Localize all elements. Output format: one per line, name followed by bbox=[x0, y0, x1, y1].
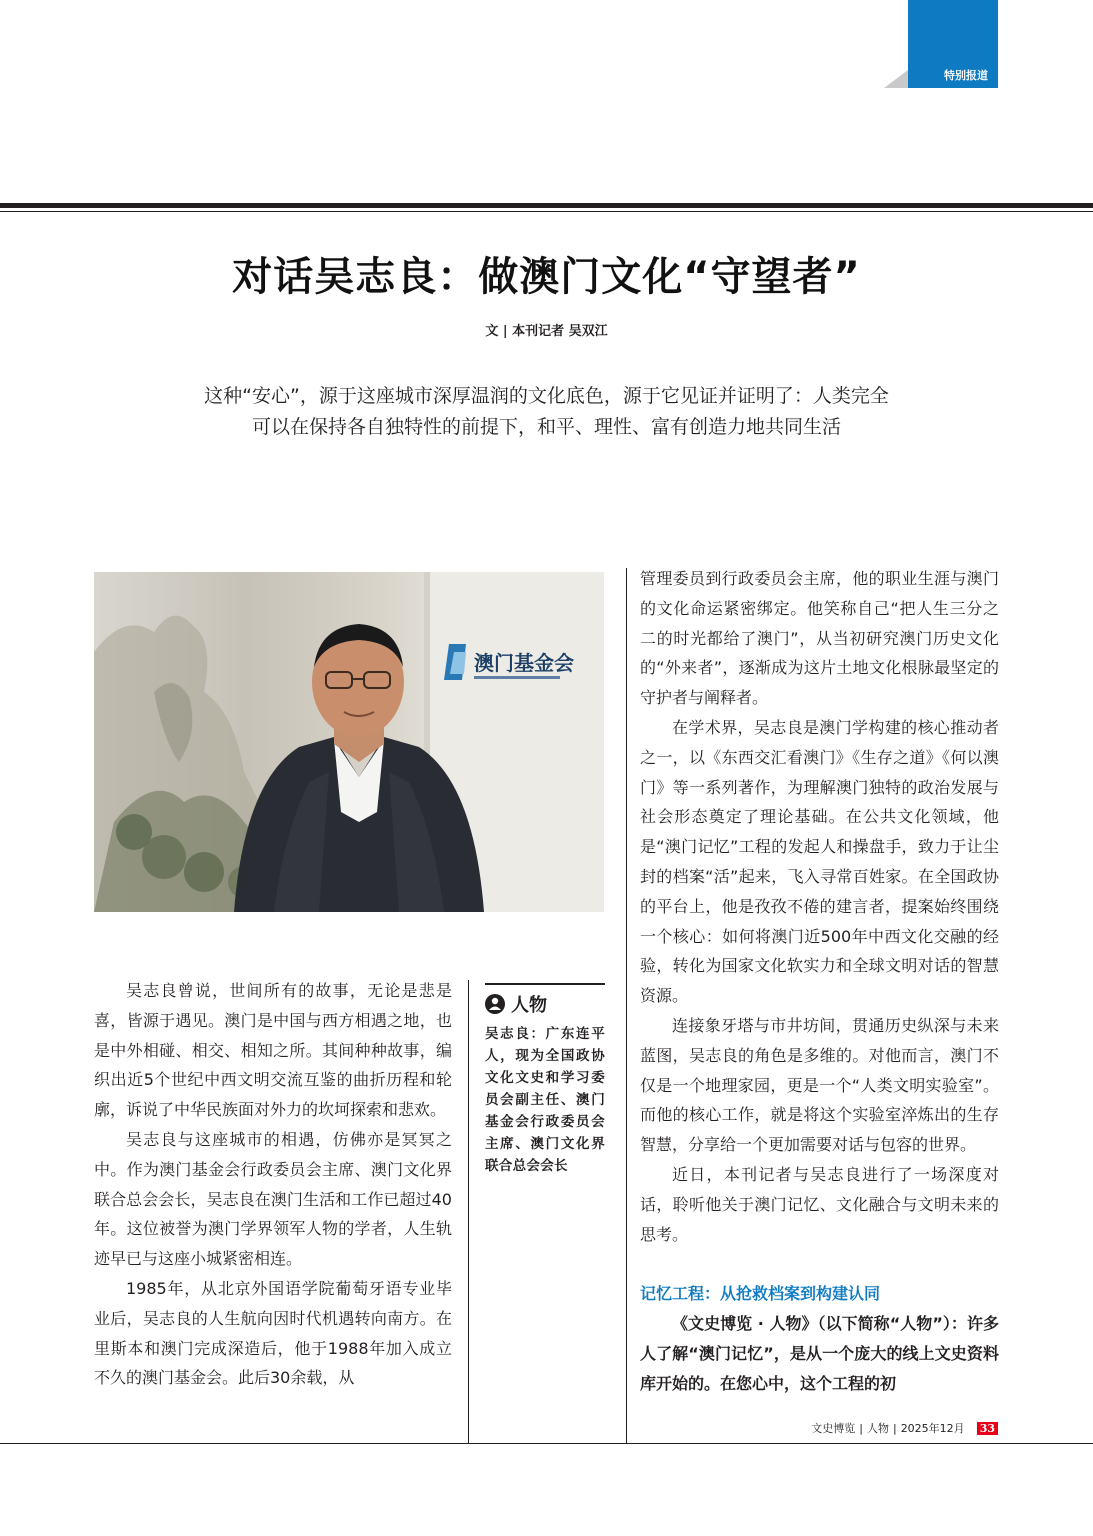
body-paragraph: 管理委员到行政委员会主席，他的职业生涯与澳门的文化命运紧密绑定。他笑称自己“把人生三分之二的时光都给了澳门”，从当初研究澳门历史文化的“外来者”，逐渐成为这片土地文化根脉最坚定的守护者与阐释者。 bbox=[640, 569, 999, 708]
lead-line: 可以在保持各自独特性的前提下，和平、理性、富有创造力地共同生活 bbox=[251, 416, 841, 438]
footer-magazine: 文史博览 bbox=[811, 1422, 856, 1435]
sidebar-bio: 吴志良：广东连平人，现为全国政协文化文史和学习委员会副主任、澳门基金会行政委员会主席、澳门文化界联合总会会长 bbox=[485, 1026, 605, 1174]
profile-sidebar bbox=[485, 983, 605, 1177]
section-subheading: 记忆工程：从抢救档案到构建认同 bbox=[640, 1284, 881, 1304]
lead-line: 这种“安心”，源于这座城市深厚温润的文化底色，源于它见证并证明了：人类完全 bbox=[204, 385, 889, 407]
column-divider bbox=[626, 568, 627, 1444]
column-divider bbox=[468, 980, 469, 1444]
person-icon bbox=[485, 994, 505, 1014]
body-paragraph: 近日，本刊记者与吴志良进行了一场深度对话，聆听他关于澳门记忆、文化融合与文明未来的思考。 bbox=[640, 1164, 999, 1244]
page-footer bbox=[811, 1420, 998, 1436]
body-paragraph: 在学术界，吴志良是澳门学构建的核心推动者之一，以《东西交汇看澳门》《生存之道》《何以澳门》等一系列著作，为理解澳门独特的政治发展与社会形态奠定了理论基础。在公共文化领域，他是“澳门记忆”工程的发起人和操盘手，致力于让尘封的档案“活”起来，飞入寻常百姓家。在全国政协的平台上，他是孜孜不倦的建言者，提案始终围绕一个核心：如何将澳门近500年中西文化交融的经验，转化为国家文化软实力和全球文明对话的智慧资源。 bbox=[640, 717, 999, 1006]
footer-rule bbox=[0, 1443, 1093, 1444]
sidebar-rule bbox=[485, 983, 605, 985]
footer-date: 2025年12月 bbox=[900, 1422, 965, 1435]
section-tab bbox=[908, 0, 998, 88]
lead-paragraph bbox=[120, 381, 973, 443]
body-paragraph: 1985年，从北京外国语学院葡萄牙语专业毕业后，吴志良的人生航向因时代机遇转向南方。在里斯本和澳门完成深造后，他于1988年加入成立不久的澳门基金会。此后30余载，从 bbox=[94, 1278, 452, 1388]
interview-question: 《文史博览 · 人物》（以下简称“人物”）：许多人了解“澳门记忆”，是从一个庞大的线上文史资料库开始的。在您心中，这个工程的初 bbox=[640, 1314, 999, 1393]
body-column-right bbox=[640, 564, 999, 1399]
section-tab-label: 特别报道 bbox=[944, 69, 988, 82]
header-rule-thick bbox=[0, 203, 1093, 208]
footer-section: 人物 bbox=[866, 1422, 889, 1435]
header-rule-thin bbox=[0, 211, 1093, 212]
body-paragraph: 吴志良曾说，世间所有的故事，无论是悲是喜，皆源于遇见。澳门是中国与西方相遇之地，也是中外相碰、相交、相知之所。其间种种故事，编织出近5个世纪中西文明交流互鉴的曲折历程和轮廓，诉说了中华民族面对外力的坎坷探索和悲欢。 bbox=[94, 981, 452, 1120]
body-paragraph: 连接象牙塔与市井坊间，贯通历史纵深与未来蓝图，吴志良的角色是多维的。对他而言，澳门不仅是一个地理家园，更是一个“人类文明实验室”。而他的核心工作，就是将这个实验室淬炼出的生存智慧，分享给一个更加需要对话与包容的世界。 bbox=[640, 1015, 999, 1155]
footer-sep: | bbox=[859, 1421, 863, 1435]
body-column-left bbox=[94, 976, 452, 1393]
portrait-photo bbox=[94, 572, 604, 912]
sidebar-heading-label: 人物 bbox=[511, 995, 547, 1016]
foundation-sign-text: 澳门基金会 bbox=[474, 651, 574, 675]
portrait-illustration bbox=[94, 572, 604, 912]
sidebar-heading bbox=[485, 991, 605, 1017]
byline: 文 | 本刊记者 吴双江 bbox=[485, 324, 608, 339]
body-paragraph: 吴志良与这座城市的相遇，仿佛亦是冥冥之中。作为澳门基金会行政委员会主席、澳门文化界联合总会会长，吴志良在澳门生活和工作已超过40年。这位被誉为澳门学界领军人物的学者，人生轨迹早已与这座小城紧密相连。 bbox=[94, 1129, 452, 1269]
footer-sep: | bbox=[892, 1421, 897, 1435]
tab-fold-shadow bbox=[884, 70, 908, 88]
page-number: 33 bbox=[977, 1422, 998, 1435]
article-title: 对话吴志良：做澳门文化“守望者” bbox=[232, 254, 861, 300]
